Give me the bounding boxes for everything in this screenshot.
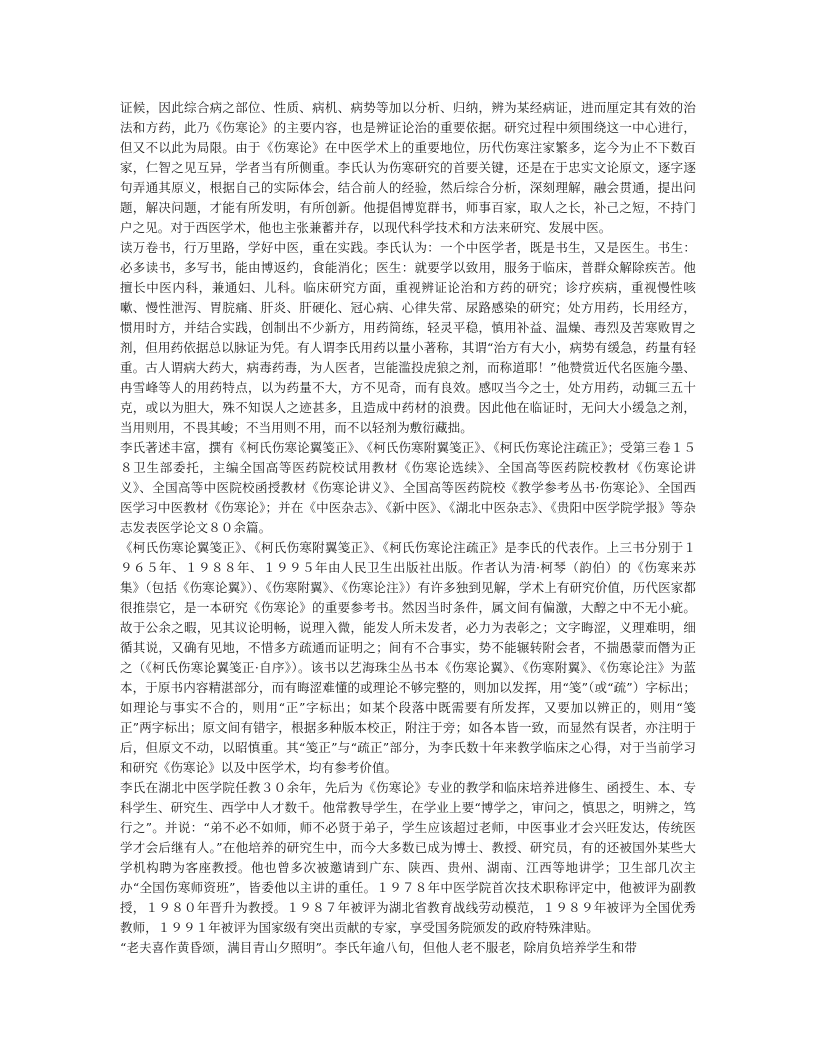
paragraph-clinical-practice: 读万卷书，行万里路，学好中医，重在实践。李氏认为：一个中医学者，既是书生，又是医生。书生：必多读书，多写书，能由博返约，食能消化；医生：就要学以致用，服务于临床，普群众解除疾苦。他擅长中医内科，兼通妇、儿科。临床研究方面，重视辨证论治和方药的研究；诊疗疾病，重视慢性咳嗽、慢性泄泻、胃脘痛、肝炎、肝硬化、冠心病、心律失常、尿路感染的研究；处方用药，长用经方，惯用时方，并结合实践，创制出不少新方，用药简练，轻灵平稳，慎用补益、温燥、毒烈及苦寒败胃之剂，但用药依据总以脉证为凭。有人谓李氏用药以量小著称，其谓“治方有大小，病势有缓急，药量有轻重。古人谓病大药大，病毒药毒，为人医者，岂能滥投虎狼之剂，而称道耶！”他赞赏近代名医施今墨、冉雪峰等人的用药特点，以为药量不大，方不见奇，而有良效。感叹当今之士，处方用药，动辄三五十克，或以为胆大，殊不知误人之迹甚多，且造成中药材的浪费。因此他在临证时，无问大小缓急之剂，当用则用，不畏其峻；不当用则不用，而不以轻剂为敷衍藏拙。 <box>120 240 696 435</box>
paragraph-research-method: 证候，因此综合病之部位、性质、病机、病势等加以分析、归纳，辨为某经病证，进而厘定其有效的治法和方药，此乃《伤寒论》的主要内容，也是辨证论治的重要依据。研究过程中须围绕这一中心进行，但又不以此为局限。由于《伤寒论》在中医学术上的重要地位，历代伤寒注家繁多，迄今为止不下数百家，仁智之见互异，学者当有所侧重。李氏认为伤寒研究的首要关键，还是在于忠实文论原文，逐字逐句弄通其原义，根据自己的实际体会，结合前人的经验，然后综合分析，深刻理解，融会贯通，提出问题，解决问题，才能有所发明，有所创新。他提倡博览群书，师事百家，取人之长，补己之短，不持门户之见。对于西医学术，他也主张兼蓄并存，以现代科学技术和方法来研究、发展中医。 <box>120 100 696 235</box>
paragraph-teaching-career: 李氏在湖北中医学院任教３０余年，先后为《伤寒论》专业的教学和临床培养进修生、函授生、本、专科学生、研究生、西学中人才数千。他常教导学生，在学业上要“博学之，审问之，慎思之，明辨之，笃行之”。并说：“弟不必不如师，师不必贤于弟子，学生应该超过老师，中医事业才会兴旺发达，传统医学才会后继有人。”在他培养的研究生中，而今大多数已成为博士、教授、研究员，有的还被国外某些大学机构聘为客座教授。他也曾多次被邀请到广东、陕西、贵州、湖南、江西等地讲学；卫生部几次主办“全国伤寒师资班”，皆委他以主讲的重任。１９７８年中医学院首次技术职称评定中，他被评为副教授，１９８０年晋升为教授。１９８７年被评为湖北省教育战线劳动模范，１９８９年被评为全国优秀教师，１９９１年被评为国家级有突出贡献的专家，享受国务院颁发的政府特殊津贴。 <box>120 780 696 935</box>
paragraph-publications: 李氏著述丰富，撰有《柯氏伤寒论翼笺正》、《柯氏伤寒附翼笺正》、《柯氏伤寒论注疏正》；受第三卷１５８卫生部委托，主编全国高等医药院校试用教材《伤寒论选续》、全国高等医药院校教材《伤寒论讲义》、全国高等中医院校函授教材《伤寒论讲义》、全国高等医药院校《教学参考丛书·伤寒论》、全国西医学习中医教材《伤寒论》；并在《中医杂志》、《新中医》、《湖北中医杂志》、《贵阳中医学院学报》等杂志发表医学论文８０余篇。 <box>120 440 696 535</box>
paragraph-later-years: “老夫喜作黄昏颂，满目青山夕照明”。李氏年逾八旬，但他人老不服老，除肩负培养学生和带 <box>120 940 637 955</box>
paragraph-representative-works: 《柯氏伤寒论翼笺正》、《柯氏伤寒附翼笺正》、《柯氏伤寒论注疏正》是李氏的代表作。上三书分别于１９６５年、１９８８年、１９９５年由人民卫生出版社出版。作者认为清·柯琴（韵伯）的《伤寒来苏集》（包括《伤寒论翼》）、《伤寒附翼》、《伤寒论注》）有许多独到见解，学术上有研究价值，历代医家都很推崇它，是一本研究《伤寒论》的重要参考书。然因当时条件，属文间有偏激，大醇之中不无小疵。故于公余之暇，见其议论明畅，说理入微，能发人所未发者，必力为表彰之；文字晦涩，义理难明，细循其说，又确有见地，不惜多方疏通而证明之；间有不合事实，势不能辗转附会者，不揣愚蒙而僭为正之（《柯氏伤寒论翼笺正·自序》）。该书以艺海珠尘丛书本《伤寒论翼》、《伤寒附翼》、《伤寒论注》为蓝本，于原书内容精湛部分，而有晦涩难懂的或理论不够完整的，则加以发挥，用“笺”（或“疏”）字标出；如理论与事实不合的，则用“正”字标出；如某个段落中既需要有所发挥，又要加以辨正的，则用“笺正”两字标出；原文间有错字，根据多种版本校正，附注于旁；如各本皆一致，而显然有误者，亦注明于后，但原文不动，以昭慎重。其“笺正”与“疏正”部分，为李氏数十年来教学临床之心得，对于当前学习和研究《伤寒论》以及中医学术，均有参考价值。 <box>120 540 696 775</box>
document-page <box>120 98 696 958</box>
